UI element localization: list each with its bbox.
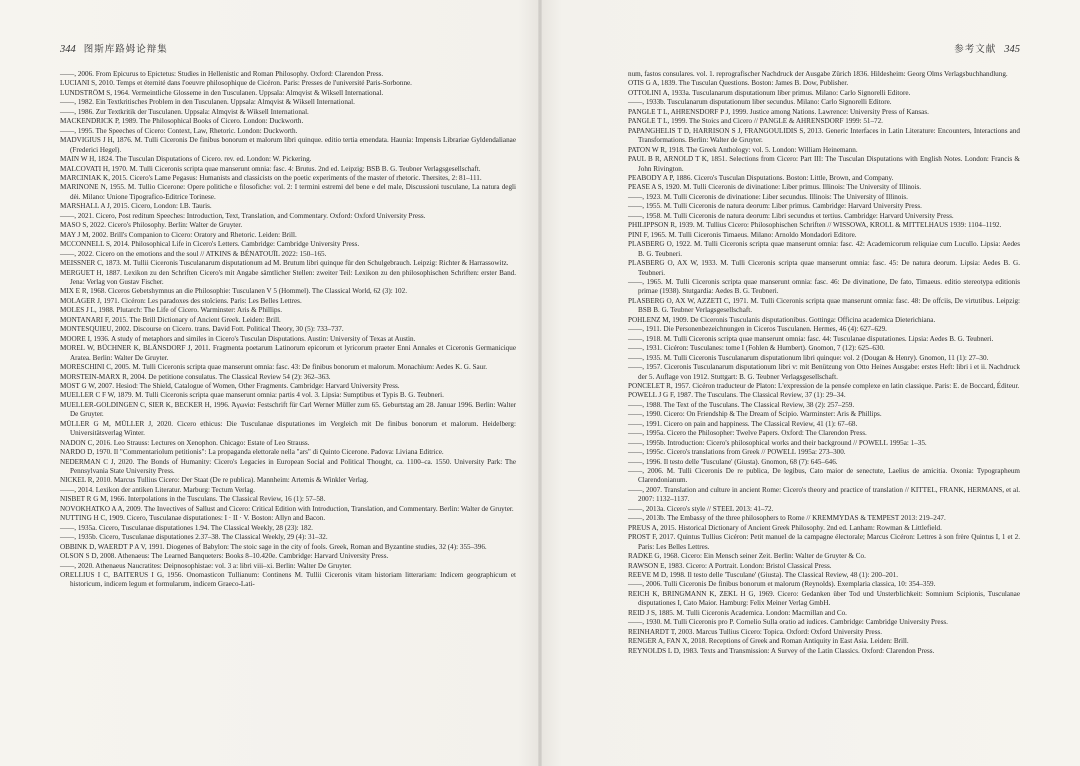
- bibliography-entry: MOORE I, 1936. A study of metaphors and similes in Cicero's Tusculan Disputations. Austin: University of Texas at Austin.: [60, 334, 416, 343]
- left-bibliography-list: [60, 70, 516, 590]
- bibliography-entry: NEDERMAN C J, 2020. The Bonds of Humanity: Cicero's Legacies in European Social and Political Thought, ca. 1100–ca. 1550. University Park: The Pennsylvania State University Press.: [60, 457, 516, 476]
- bibliography-entry: PAUL B R, ARNOLD T K, 1851. Selections from Cicero: Part III: The Tusculan Disputations with English Notes. London: Francis & John Rivington.: [628, 155, 1020, 173]
- bibliography-entry: MIX E R, 1968. Ciceros Gebetshymnus an die Philosophie: Tusculanen V 5 (Hommel). The Classical World, 62 (3): 102.: [60, 287, 407, 296]
- bibliography-entry: REYNOLDS L D, 1983. Texts and Transmission: A Survey of the Latin Classics. Oxford: Clarendon Press.: [628, 646, 935, 655]
- bibliography-entry: MUELLER-GOLDINGEN C, SIER K, BECKER H, 1996. Ἀγωνία: Festschrift für Carl Werner Müller zum 65. Geburtstag am 28. Januar 1996. Berlin: Walter De Gruyter.: [60, 400, 516, 419]
- bibliography-entry: NICKEL R, 2010. Marcus Tullius Cicero: Der Staat (De re publica). Mannheim: Artemis & Winkler Verlag.: [60, 476, 369, 485]
- bibliography-entry: PANGLE T L, AHRENSDORF P J, 1999. Justice among Nations. Lawrence: University Press of Kansas.: [628, 107, 929, 116]
- bibliography-entry: ——, 2021. Cicero, Post reditum Speeches: Introduction, Text, Translation, and Commentary. Oxford: Oxford University Press.: [60, 211, 426, 220]
- bibliography-entry: PLASBERG O, 1922. M. Tulli Ciceronis scripta quae manserunt omnia: fasc. 42: Academicorum reliquiae cum Lucullo. Lipsia: Aedes B. G. Teubneri.: [628, 240, 1020, 258]
- bibliography-entry: PEABODY A P, 1886. Cicero's Tusculan Disputations. Boston: Little, Brown, and Company.: [628, 173, 894, 182]
- bibliography-entry: ——, 1982. Ein Textkritisches Problem in den Tusculanen. Uppsala: Almqvist & Wiksell International.: [60, 98, 355, 107]
- bibliography-entry: ——, 1923. M. Tulli Ciceronis de divinatione: Liber secundus. Illinois: The University of Illinois.: [628, 192, 908, 201]
- bibliography-entry: ——, 2006. From Epicurus to Epictetus: Studies in Hellenistic and Roman Philosophy. Oxford: Clarendon Press.: [60, 70, 384, 78]
- right-running-header: [954, 41, 1020, 55]
- bibliography-entry: ——, 1957. Ciceronis Tusculanarum disputationum libri v: mit Benützung von Otto Heines Ausgabe: erstes Heft: libri i et ii. Nachdruck der 5. Auflage von 1912. Stuttgart: B. G. Teubner Verlagsgesellschaft.: [628, 363, 1020, 381]
- bibliography-entry: ——, 1986. Zur Textkritik der Tusculanen. Uppsala: Almqvist & Wiksell International.: [60, 107, 309, 116]
- bibliography-entry: MARCINIAK K, 2015. Cicero's Lame Pegasus: Humanists and classicists on the poetic experiments of the master of rhetoric. Thersites, 2: 81–111.: [60, 173, 482, 182]
- bibliography-entry: RADKE G, 1968. Cicero: Ein Mensch seiner Zeit. Berlin: Walter de Gruyter & Co.: [628, 552, 866, 561]
- bibliography-entry: MORESCHINI C, 2005. M. Tulli Ciceronis scripta quae manserunt omnia: fasc. 43: De finibus bonorum et malorum. Monachium: Aedes K. G. Saur.: [60, 363, 488, 372]
- bibliography-entry: ——, 2013a. Cicero's style // STEEL 2013: 41–72.: [628, 504, 774, 513]
- bibliography-entry: ——, 1935a. Cicero, Tusculanae disputationes 1.94. The Classical Weekly, 28 (23): 182.: [60, 523, 313, 532]
- bibliography-entry: PLASBERG O, AX W, AZZETI C, 1971. M. Tulli Ciceronis scripta quae manserunt omnia: fasc. 48: De offciis, De virtutibus. Leipzig: BSB B. G. Teubner Verlagsgesellschaft.: [628, 296, 1020, 315]
- bibliography-entry: ——, 1931. Cicéron: Tusculanes: tome I (Fohlen & Humbert). Gnomon, 7 (12): 625–630.: [628, 344, 885, 353]
- bibliography-entry: MASO S, 2022. Cicero's Philosophy. Berlin: Walter de Gruyter.: [60, 221, 243, 230]
- bibliography-entry: OTTOLINI A, 1933a. Tusculanarum disputationum liber primus. Milano: Carlo Signorelli Editore.: [628, 88, 911, 97]
- bibliography-entry: MOST G W, 2007. Hesiod: The Shield, Catalogue of Women, Other Fragments. Cambridge: Harvard University Press.: [60, 381, 400, 390]
- left-running-header: [60, 41, 168, 55]
- bibliography-entry: PHILIPPSON R, 1939. M. Tullius Cicero: Philosophischen Schriften // WISSOWA, KROLL & MITTELHAUS 1939: 1104–1192.: [628, 221, 1002, 230]
- bibliography-entry: NISBET R G M, 1966. Interpolations in the Tusculans. The Classical Review, 16 (1): 57–58.: [60, 495, 326, 504]
- bibliography-entry: REEVE M D, 1998. Il testo delle 'Tusculane' (Giusta). The Classical Review, 48 (1): 200–201.: [628, 571, 899, 580]
- bibliography-entry: ——, 1911. Die Personenbezeichnungen in Ciceros Tusculanen. Hermes, 46 (4): 627–629.: [628, 325, 887, 334]
- bibliography-entry: MACKENDRICK P, 1989. The Philosophical Books of Cicero. London: Duckworth.: [60, 117, 304, 126]
- bibliography-entry: ——, 2007. Translation and culture in ancient Rome: Cicero's theory and practice of translation // KITTEL, FRANK, HERMANS, et al. 2007: 1132–1137.: [628, 485, 1020, 504]
- bibliography-entry: MEISSNER C, 1873. M. Tullii Ciceronis Tusculanarum disputationum ad M. Brutum libri quinque für den Schulgebrauch. Leipzig: Richter & Harrassowitz.: [60, 259, 509, 268]
- bibliography-entry: POHLENZ M, 1909. De Ciceronis Tusculanis disputationibus. Gottinga: Officina academica Dieterichiana.: [628, 315, 936, 324]
- bibliography-entry: PAPANGHELIS T D, HARRISON S J, FRANGOULIDIS S, 2013. Generic Interfaces in Latin Literature: Encounters, Interactions and Transformations. Berlin: Walter de Gruyter.: [628, 126, 1020, 145]
- bibliography-entry: OLSON S D, 2008. Athenaeus: The Learned Banqueters: Books 8–10.420e. Cambridge: Harvard University Press.: [60, 552, 389, 561]
- bibliography-entry: num, fastos consulares. vol. 1. reprografischer Nachdruck der Ausgabe Zürich 1836. Hildesheim: Georg Olms Verlagsbuchhandlung.: [628, 70, 1008, 78]
- bibliography-entry: PATON W R, 1918. The Greek Anthology: vol. 5. London: William Heinemann.: [628, 145, 858, 154]
- book-gutter: [538, 0, 542, 766]
- bibliography-entry: ——, 1935. M. Tulli Ciceronis Tusculanarum disputationum libri quinque: vol. 2 (Dougan & Henry). Gnomon, 11 (1): 27–30.: [628, 353, 989, 362]
- bibliography-entry: REID J S, 1885. M. Tulli Ciceronis Academica. London: Macmillan and Co.: [628, 608, 847, 617]
- bibliography-entry: MONTESQUIEU, 2002. Discourse on Cicero. trans. David Fott. Political Theory, 30 (5): 733–737.: [60, 325, 344, 334]
- bibliography-entry: MORSTEIN-MARX R, 2004. De petitione consulatus. The Classical Review 54 (2): 362–363.: [60, 372, 331, 381]
- bibliography-entry: LUNDSTRÖM S, 1964. Vermeintliche Glosseme in den Tusculanen. Uppsala: Almqvist & Wiksell International.: [60, 88, 384, 97]
- bibliography-entry: ——, 2014. Lexikon der antiken Literatur. Marburg: Tectum Verlag.: [60, 485, 256, 494]
- bibliography-entry: ——, 2006. M. Tulli Ciceronis De re publica, De legibus, Cato maior de senectute, Laelius de amicitia. Oxonia: Typographeum Clarendonianum.: [628, 467, 1020, 485]
- bibliography-entry: ——, 1988. The Text of the Tusculans. The Classical Review, 38 (2): 257–259.: [628, 400, 855, 409]
- bibliography-entry: PEASE A S, 1920. M. Tulli Ciceronis de divinatione: Liber primus. Illinois: The University of Illinois.: [628, 183, 922, 192]
- bibliography-entry: ——, 1995. The Speeches of Cicero: Context, Law, Rhetoric. London: Duckworth.: [60, 126, 298, 135]
- bibliography-entry: ——, 1918. M. Tulli Ciceronis scripta quae manserunt omnia: fasc. 44: Tusculanae disputationes. Lipsia: Aedes B. G. Teubneri.: [628, 334, 994, 343]
- bibliography-entry: PROST F, 2017. Quintus Tullius Cicéron: Petit manuel de la campagne électorale; Marcus Cicéron: Lettres à son frère Quintus I, 1 et 2. Paris: Les Belles Lettres.: [628, 533, 1020, 551]
- bibliography-entry: ——, 1990. Cicero: On Friendship & The Dream of Scipio. Warminster: Aris & Phillips.: [628, 410, 882, 419]
- right-bibliography-list: [628, 70, 1020, 656]
- bibliography-entry: ORELLIUS I C, BAITERUS I G, 1956. Onomasticon Tullianum: Continens M. Tullii Ciceronis vitam historiam litterariam: Indicem geographicum et historicum, indicem legum et formularum, indicem Graeco-Lati-: [60, 571, 516, 589]
- bibliography-entry: PINI F, 1965. M. Tulli Ciceronis Timaeus. Milano: Arnoldo Mondadori Editore.: [628, 230, 857, 239]
- bibliography-entry: ——, 1930. M. Tulli Ciceronis pro P. Cornelio Sulla oratio ad iudices. Cambridge: Cambridge University Press.: [628, 618, 948, 627]
- bibliography-entry: MUELLER C F W, 1879. M. Tulli Ciceronis scripta quae manserunt omnia: partis 4 vol. 3. Lipsia: Sumptibus et Typis B. G. Teubneri.: [60, 391, 444, 400]
- page-number: 345: [1004, 44, 1020, 55]
- bibliography-entry: ——, 1991. Cicero on pain and happiness. The Classical Review, 41 (1): 67–68.: [628, 419, 858, 428]
- bibliography-entry: ——, 1965. M. Tulli Ciceronis scripta quae manserunt omnia: fasc. 46: De divinatione, De fato, Timaeus. editio stereotypa editionis primae (1938). Stutgardia: Aedes B. G. Teubneri.: [628, 277, 1020, 296]
- bibliography-entry: ——, 2013b. The Embassy of the three philosophers to Rome // KREMMYDAS & TEMPEST 2013: 219–247.: [628, 514, 946, 523]
- bibliography-entry: ——, 1958. M. Tulli Ciceronis de natura deorum: Libri secundus et tertius. Cambridge: Harvard University Press.: [628, 211, 954, 220]
- bibliography-entry: LUCIANI S, 2010. Temps et éternité dans l'oeuvre philosophique de Cicéron. Paris: Presses de l'université Paris-Sorbonne.: [60, 79, 412, 88]
- bibliography-entry: MADVIGIUS J H, 1876. M. Tulli Ciceronis De finibus bonorum et malorum libri quinque. editio tertia emendata. Haunia: Impensis Librariae Gyldendalianae (Frederici Hegel).: [60, 136, 516, 154]
- bibliography-entry: POWELL J G F, 1987. The Tusculans. The Classical Review, 37 (1): 29–34.: [628, 391, 846, 400]
- bibliography-entry: ——, 1996. Il testo delle 'Tusculane' (Giusta). Gnomon, 68 (7): 645–646.: [628, 457, 838, 466]
- bibliography-entry: ——, 2022. Cicero on the emotions and the soul // ATKINS & BÉNATOUÏL 2022: 150–165.: [60, 249, 327, 258]
- bibliography-entry: MAY J M, 2002. Brill's Companion to Cicero: Oratory and Rhetoric. Leiden: Brill.: [60, 230, 297, 239]
- running-title: 图斯库路姆论辩集: [83, 44, 168, 55]
- bibliography-entry: ——, 1955. M. Tulli Ciceronis de natura deorum: Liber primus. Cambridge: Harvard University Press.: [628, 202, 922, 211]
- bibliography-entry: ——, 1935b. Cicero, Tusculanae disputationes 2.37–38. The Classical Weekly, 29 (4): 31–32.: [60, 533, 328, 542]
- page-number: 344: [60, 44, 76, 55]
- bibliography-entry: ——, 1995b. Introduction: Cicero's philosophical works and their background // POWELL 1995a: 1–35.: [628, 438, 927, 447]
- bibliography-entry: RENGER A, FAN X, 2018. Receptions of Greek and Roman Antiquity in East Asia. Leiden: Brill.: [628, 637, 909, 646]
- bibliography-entry: MÜLLER G M, MÜLLER J, 2020. Cicero ethicus: Die Tusculanae disputationes im Vergleich mit De finibus bonorum et malorum. Heidelberg: Universitätsverlag Winter.: [60, 419, 516, 438]
- bibliography-entry: ——, 1995c. Cicero's translations from Greek // POWELL 1995a: 273–300.: [628, 448, 846, 457]
- bibliography-entry: ——, 2020. Athenaeus Naucratites: Deipnosophistae: vol. 3 a: libri viii–xi. Berlin: Walter De Gruyter.: [60, 561, 352, 570]
- bibliography-entry: REINHARDT T, 2003. Marcus Tullius Cicero: Topica. Oxford: Oxford University Press.: [628, 627, 883, 636]
- bibliography-entry: NOVOKHATKO A A, 2009. The Invectives of Sallust and Cicero: Critical Edition with Introduction, Translation, and Commentary. Berlin: Walter de Gruyter.: [60, 504, 514, 513]
- running-title: 参考文献: [954, 44, 997, 55]
- bibliography-entry: MARINONE N, 1955. M. Tullio Cicerone: Opere politiche e filosofiche: vol. 2: I termini estremi del bene e del male, Discussioni tusculane, La natura degli dèi. Milano: Unione Tipografico-Editrice Torinese.: [60, 183, 516, 201]
- bibliography-entry: PLASBERG O, AX W, 1933. M. Tulli Ciceronis scripta quae manserunt omnia: fasc. 45: De natura deorum. Lipsia: Aedes B. G. Teubneri.: [628, 259, 1020, 277]
- bibliography-entry: ——, 1933b. Tusculanarum disputationum liber secundus. Milano: Carlo Signorelli Editore.: [628, 98, 892, 107]
- bibliography-entry: OBBINK D, WAERDT P A V, 1991. Diogenes of Babylon: The stoic sage in the city of fools. Greek, Roman and Byzantine studies, 32 (4): 355–396.: [60, 542, 487, 551]
- bibliography-entry: MOLES J L, 1988. Plutarch: The Life of Cicero. Warminster: Aris & Phillips.: [60, 306, 283, 315]
- bibliography-entry: RAWSON E, 1983. Cicero: A Portrait. London: Bristol Classical Press.: [628, 561, 832, 570]
- bibliography-entry: MOLAGER J, 1971. Cicéron: Les paradoxes des stoïciens. Paris: Les Belles Lettres.: [60, 296, 302, 305]
- bibliography-entry: PREUS A, 2015. Historical Dictionary of Ancient Greek Philosophy. 2nd ed. Lanham: Rowman & Littlefield.: [628, 523, 942, 532]
- bibliography-entry: MCCONNELL S, 2014. Philosophical Life in Cicero's Letters. Cambridge: Cambridge University Press.: [60, 240, 360, 249]
- bibliography-entry: NARDO D, 1970. Il "Commentariolum petitionis": La propaganda elettorale nella "ars" di Quinto Cicerone. Padova: Liviana Editrice.: [60, 448, 444, 457]
- bibliography-entry: ——, 1995a. Cicero the Philosopher: Twelve Papers. Oxford: The Clarendon Press.: [628, 429, 867, 438]
- bibliography-entry: PONCELET R, 1957. Cicéron traducteur de Platon: L'expression de la pensée complexe en latin classique. Paris: E. de Boccard, Éditeur.: [628, 381, 1020, 390]
- bibliography-entry: MERGUET H, 1887. Lexikon zu den Schriften Cicero's mit Angabe sämtlicher Stellen: zweiter Teil: Lexikon zu den philosophischen Schriften: erster Band. Jena: Verlag von Gustav Fischer.: [60, 268, 516, 286]
- bibliography-entry: PANGLE T L, 1999. The Stoics and Cicero // PANGLE & AHRENSDORF 1999: 51–72.: [628, 117, 883, 126]
- bibliography-entry: MAIN W H, 1824. The Tusculan Disputations of Cicero. rev. ed. London: W. Pickering.: [60, 155, 312, 164]
- bibliography-entry: MOREL W, BÜCHNER K, BLÄNSDORF J, 2011. Fragmenta poetarum Latinorum epicorum et lyricorum praeter Enni Annales et Ciceronis Germanicique Aratea. Berlin: Walter De Gruyter.: [60, 344, 516, 362]
- bibliography-entry: ——, 2006. Tulli Ciceronis De finibus bonorum et malorum (Reynolds). Exemplaria classica, 10: 354–359.: [628, 580, 936, 589]
- bibliography-entry: NADON C, 2016. Leo Strauss: Lectures on Xenophon. Chicago: Estate of Leo Strauss.: [60, 438, 310, 447]
- bibliography-entry: MALCOVATI H, 1970. M. Tulli Ciceronis scripta quae manserunt omnia: fasc. 4: Brutus. 2nd ed. Leipzig: BSB B. G. Teubner Verlagsgesellschaft.: [60, 164, 481, 173]
- bibliography-entry: REICH K, BRINGMANN K, ZEKL H G, 1969. Cicero: Gedanken über Tod und Unsterblichkeit: Somnium Scipionis, Tusculanae disputationes I, Cato Maior. Hamburg: Felix Meiner Verlag GmbH.: [628, 589, 1020, 608]
- bibliography-entry: MONTANARI F, 2015. The Brill Dictionary of Ancient Greek. Leiden: Brill.: [60, 315, 281, 324]
- bibliography-entry: OTIS G A, 1839. The Tusculan Questions. Boston: James B. Dow, Publisher.: [628, 79, 849, 88]
- bibliography-entry: NUTTING H C, 1909. Cicero, Tusculanae disputationes: I · II · V. Boston: Allyn and Bacon.: [60, 514, 326, 523]
- bibliography-entry: MARSHALL A J, 2015. Cicero, London: I.B. Tauris.: [60, 202, 212, 211]
